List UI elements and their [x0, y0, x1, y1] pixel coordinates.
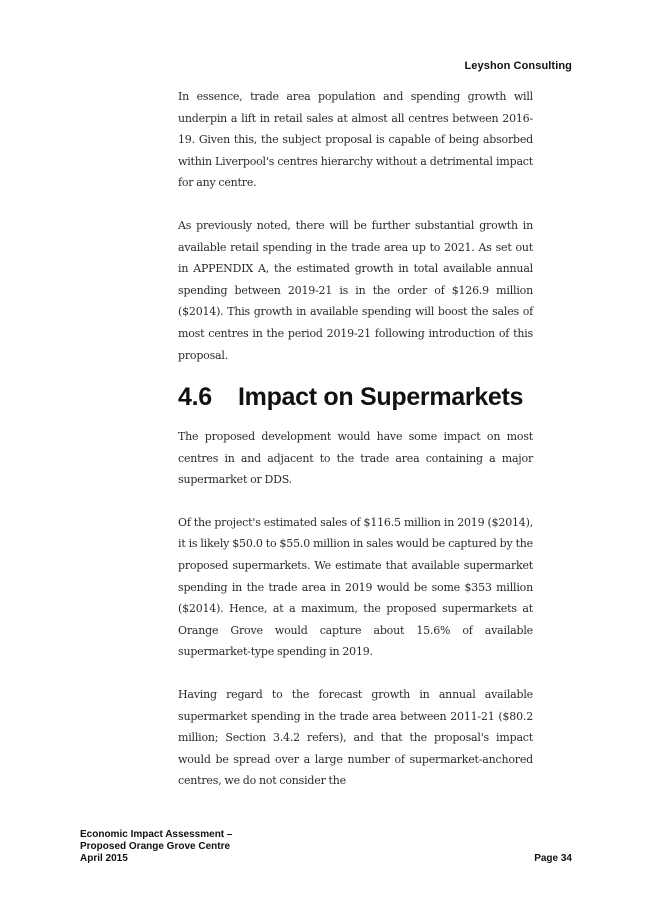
intro-text-block [178, 86, 533, 387]
header-company-name: Leyshon Consulting [464, 60, 572, 72]
paragraph: Having regard to the forecast growth in annual available supermarket spending in the trade area between 2011-21 ($80.2 million; Section 3.4.2 refers), and that the proposal's impact would be spread over a large number of supermarket-anchored centres, we do not consider the [178, 687, 533, 788]
section-title: Impact on Supermarkets [238, 383, 524, 411]
paragraph: As previously noted, there will be further substantial growth in available retail spending in the trade area up to 2021. As set out in APPENDIX A, the estimated growth in total available annual spending between 2019-21 is in the order of $126.9 million ($2014). This growth in available spending will boost the sales of most centres in the period 2019-21 following introduction of this proposal. [178, 218, 533, 362]
footer-line: Proposed Orange Grove Centre [80, 841, 231, 852]
footer-line: Economic Impact Assessment – [80, 829, 233, 840]
section-number: 4.6 [178, 383, 212, 411]
paragraph: The proposed development would have some impact on most centres in and adjacent to the trade area containing a major supermarket or DDS. [178, 430, 533, 487]
paragraph: In essence, trade area population and spending growth will underpin a lift in retail sales at almost all centres between 2016-19. Given this, the subject proposal is capable of being absorbed within Liverpool's centres hierarchy without a detrimental impact for any centre. [178, 90, 533, 190]
page-number: Page 34 [534, 853, 572, 864]
footer-date: April 2015 [80, 853, 128, 864]
paragraph: Of the project's estimated sales of $116.5 million in 2019 ($2014), it is likely $50.0 to $55.0 million in sales would be captured by the proposed supermarkets. We estimate that available supermarket spending in the trade area in 2019 would be some $353 million ($2014). Hence, at a maximum, the proposed supermarkets at Orange Grove would capture about 15.6% of available supermarket-type spending in 2019. [178, 515, 533, 659]
section-text-block [178, 426, 533, 813]
footer-document-info [80, 829, 232, 865]
section-heading [178, 383, 523, 412]
